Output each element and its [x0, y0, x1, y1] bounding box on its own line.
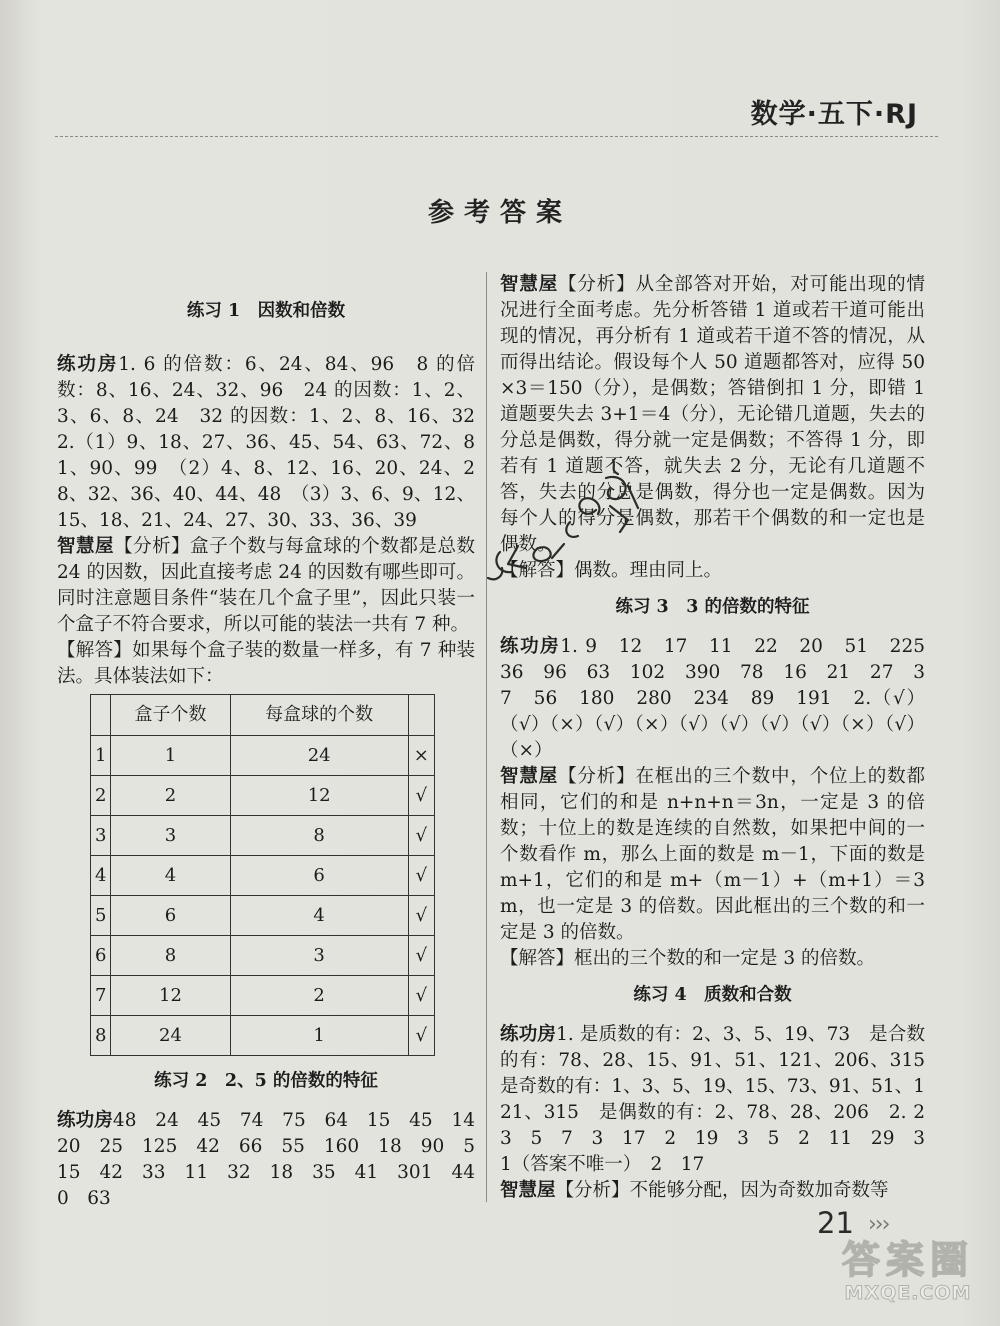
- exercise-2-answer: 【解答】偶数。理由同上。: [500, 560, 723, 581]
- table-cell: ×: [408, 736, 434, 776]
- table-cell: 2: [230, 976, 408, 1016]
- lianggongfang-label: 练功房: [500, 1024, 557, 1045]
- table-cell: √: [408, 936, 434, 976]
- table-row: [91, 816, 435, 856]
- table-cell: 6: [230, 856, 408, 896]
- table-cell: 6: [91, 936, 111, 976]
- table-cell: 2: [91, 776, 111, 816]
- zhihuiwu-label: 智慧屋: [500, 766, 559, 787]
- exercise-3-lianggongfang: [500, 634, 944, 764]
- site-watermark-logo: [818, 1238, 998, 1324]
- table-cell: 3: [91, 816, 111, 856]
- exercise-3-lianggongfang-text: 1. 9 12 17 11 22 20 51 225 36 96 63 102 390 78 16 21 27 37 56 180 280 234 89 191 2.（√）（√）（×）（√）（×）（√）（√）（√）（√）（×）（√）（×）: [500, 636, 944, 761]
- right-column: [500, 272, 944, 1204]
- table-cell: 3: [111, 816, 230, 856]
- table-cell: 12: [230, 776, 408, 816]
- watermark-logo-text: 答案圈: [841, 1238, 974, 1282]
- exercise-4-analysis-text: 【分析】不能够分配，因为奇数加奇数等: [555, 1180, 889, 1201]
- book-header-title: 数学·五下·RJ: [750, 99, 918, 130]
- page-title: 参考答案: [427, 198, 572, 228]
- table-header-cell: [408, 695, 434, 736]
- table-row: [91, 896, 435, 936]
- exercise-1-analysis-text: 【分析】盒子个数与每盒球的个数都是总数 24 的因数，因此直接考虑 24 的因数有哪些即可。同时注意题目条件“装在几个盒子里”，因此只装一个盒子不符合要求，所以可能的装法一共有 7 种。: [57, 536, 475, 635]
- exercise-2-lianggongfang-text: 48 24 45 74 75 64 15 45 14 20 25 125 42 66 55 160 18 90 5 15 42 33 11 32 18 35 41 301 440 63: [57, 1110, 494, 1209]
- page-number: 21: [817, 1206, 854, 1240]
- section-title-exercise-3: 练习 3 3 的倍数的特征: [615, 597, 810, 617]
- table-cell: √: [408, 976, 434, 1016]
- table-cell: √: [408, 776, 434, 816]
- table-row: [91, 976, 435, 1016]
- lianggongfang-label: 练功房: [57, 1110, 113, 1131]
- page-arrows-icon: ›››: [868, 1212, 889, 1237]
- table-cell: √: [408, 896, 434, 936]
- zhihuiwu-label: 智慧屋: [57, 536, 115, 557]
- table-row: [91, 1016, 435, 1056]
- table-cell: 4: [230, 896, 408, 936]
- table-cell: √: [408, 856, 434, 896]
- table-cell: 24: [111, 1016, 230, 1056]
- table-cell: √: [408, 1016, 434, 1056]
- table-cell: 8: [91, 1016, 111, 1056]
- table-cell: 5: [91, 896, 111, 936]
- exercise-1-zhihuiwu: [57, 534, 475, 638]
- exercise-1-answer: 【解答】如果每个盒子装的数量一样多，有 7 种装法。具体装法如下：: [57, 640, 475, 687]
- table-cell: 8: [230, 816, 408, 856]
- table-cell: 2: [111, 776, 230, 816]
- table-row: [91, 856, 435, 896]
- table-row: [91, 776, 435, 816]
- exercise-4-lianggongfang-text: 1. 是质数的有：2、3、5、19、73 是合数的有：78、28、15、91、51、121、206、315 是奇数的有：1、3、5、19、15、73、91、51、121、315 是偶数的有：2、78、28、206 2. 2 3 5 7 3 17 2 19 3 5 2 11 29 31（答案不唯一） 2 17: [500, 1024, 944, 1175]
- left-column: [57, 292, 494, 1212]
- table-cell: 4: [91, 856, 111, 896]
- lianggongfang-label: 练功房: [500, 636, 561, 657]
- table-cell: 8: [111, 936, 230, 976]
- packing-table: [90, 694, 435, 1056]
- zhihuiwu-label: 智慧屋: [500, 1180, 556, 1201]
- exercise-2-lianggongfang: [57, 1108, 494, 1212]
- table-cell: 6: [111, 896, 230, 936]
- exercise-2-analysis-text: 【分析】从全部答对开始，对可能出现的情况进行全面考虑。先分析答错 1 道或若干道可能出现的情况，再分析有 1 道或若干道不答的情况，从而得出结论。假设每个人 50 道题都答对，应得 50×3＝150（分），是偶数；答错倒扣 1 分，即错 1 道题要失去 3+1＝4（分），无论错几道题，失去的分总是偶数，得分就一定是偶数；不答得 1 分，即若有 1 道题不答，就失去 2 分，无论有几道题不答，失去的分总是偶数，得分也一定是偶数。因为每个人的得分是偶数，那若干个偶数的和一定也是偶数。: [500, 274, 925, 555]
- exercise-4-zhihuiwu: [500, 1178, 925, 1204]
- handwritten-scribble: [478, 448, 678, 598]
- exercise-3-analysis-text: 【分析】在框出的三个数中，个位上的数都相同，它们的和是 n+n+n＝3n，一定是 3 的倍数；十位上的数是连续的自然数，如果把中间的一个数看作 m，那么上面的数是 m－1，下面的数是 m+1，它们的和是 m+（m－1）+（m+1）＝3m，也一定是 3 的倍数。因此框出的三个数的和一定是 3 的倍数。: [500, 766, 925, 943]
- table-header-cell: 盒子个数: [111, 695, 230, 736]
- table-cell: 1: [91, 736, 111, 776]
- table-cell: 1: [230, 1016, 408, 1056]
- lianggongfang-label: 练功房: [57, 354, 119, 375]
- table-row: [91, 936, 435, 976]
- table-header-cell: 每盒球的个数: [230, 695, 408, 736]
- table-header-row: [91, 695, 435, 736]
- table-cell: 1: [111, 736, 230, 776]
- zhihuiwu-label: 智慧屋: [500, 274, 559, 295]
- table-cell: 24: [230, 736, 408, 776]
- table-header-cell: [91, 695, 111, 736]
- table-cell: 4: [111, 856, 230, 896]
- table-cell: 12: [111, 976, 230, 1016]
- spacer: [500, 972, 925, 982]
- watermark-url-text: MXQE.COM: [844, 1282, 972, 1304]
- section-title-exercise-2: 练习 2 2、5 的倍数的特征: [154, 1071, 378, 1091]
- exercise-3-zhihuiwu: [500, 764, 925, 946]
- table-cell: √: [408, 816, 434, 856]
- table-cell: 7: [91, 976, 111, 1016]
- exercise-1-lianggongfang-text: 1. 6 的倍数：6、24、84、96 8 的倍数：8、16、24、32、96 24 的因数：1、2、3、6、8、24 32 的因数：1、2、8、16、32 2.（1）9、18、27、36、45、54、63、72、81、90、99 （2）4、8、12、16、20、24、28、32、36、40、44、48 （3）3、6、9、12、15、18、21、24、27、30、33、36、39: [57, 354, 494, 531]
- exercise-3-answer: 【解答】框出的三个数的和一定是 3 的倍数。: [500, 948, 876, 969]
- exercise-1-lianggongfang: [57, 352, 494, 534]
- header-divider: [55, 136, 938, 137]
- table-cell: 3: [230, 936, 408, 976]
- section-title-exercise-1: 练习 1 因数和倍数: [186, 301, 346, 321]
- section-title-exercise-4: 练习 4 质数和合数: [633, 985, 792, 1005]
- exercise-4-lianggongfang: [500, 1022, 944, 1178]
- table-row: [91, 736, 435, 776]
